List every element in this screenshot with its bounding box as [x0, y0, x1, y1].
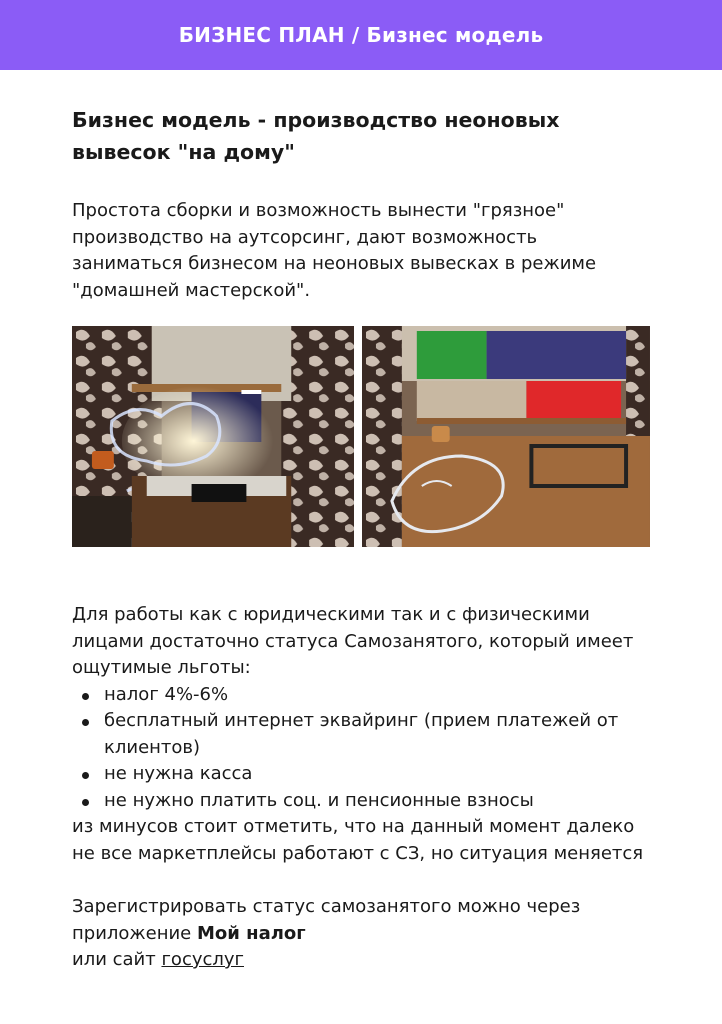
app-name: Мой налог — [196, 922, 306, 944]
registration-text: Зарегистрировать статус самозанятого можно через приложение — [72, 896, 581, 944]
photo-gallery — [72, 326, 650, 547]
breadcrumb-item-business-model: Бизнес модель — [366, 23, 544, 47]
minus-note: из минусов стоит отметить, что на данный момент далеко не все маркетплейсы работают с СЗ, но ситуация меняется — [72, 816, 644, 864]
workshop-photo-right — [362, 326, 650, 547]
article-content — [0, 104, 722, 974]
breadcrumb-separator: / — [344, 23, 367, 47]
registration-or-text: или сайт — [72, 949, 162, 970]
list-item: не нужно платить соц. и пенсионные взносы — [104, 788, 650, 815]
list-item: налог 4%-6% — [104, 682, 650, 709]
registration-paragraph — [72, 894, 650, 974]
benefits-list — [72, 682, 650, 815]
intro-paragraph: Простота сборки и возможность вынести "грязное" производство на аутсорсинг, дают возможность заниматься бизнесом на неоновых вывесках в режиме "домашней мастерской". — [72, 200, 597, 301]
self-employed-paragraph: Для работы как с юридическими так и с физическими лицами достаточно статуса Самозанятого, который имеет ощутимые льготы: — [72, 604, 634, 678]
gosuslugi-link[interactable]: госуслуг — [161, 949, 244, 970]
list-item: бесплатный интернет эквайринг (прием платежей от клиентов) — [104, 708, 650, 761]
workshop-photo-left — [72, 326, 354, 547]
page-title: Бизнес модель - производство неоновых вывесок "на дому" — [72, 108, 560, 164]
breadcrumb-header — [0, 0, 722, 70]
breadcrumb-item-business-plan[interactable]: БИЗНЕС ПЛАН — [178, 23, 345, 47]
list-item: не нужна касса — [104, 761, 650, 788]
